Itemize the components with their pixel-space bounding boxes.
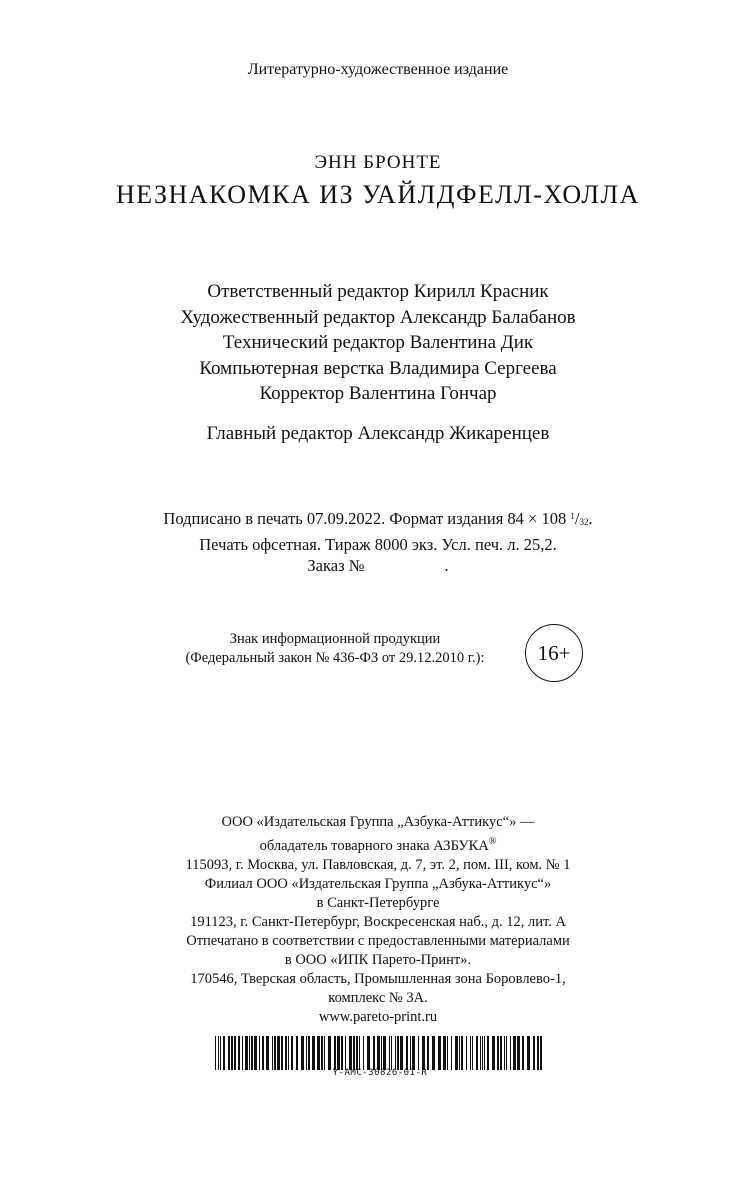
barcode-bar <box>291 1036 293 1070</box>
barcode-bar <box>377 1036 380 1070</box>
barcode-bar <box>470 1036 471 1070</box>
barcode-bar <box>533 1036 535 1070</box>
print-format: Подписано в печать 07.09.2022. Формат издания 84 × 108 <box>163 509 567 528</box>
barcode-bar <box>418 1036 419 1070</box>
publisher-line: ООО «Издательская Группа „Азбука-Аттикус“» — <box>221 814 535 830</box>
format-end: . <box>588 509 593 528</box>
publisher-line: комплекс № 3А. <box>328 990 428 1006</box>
credit-line: Художественный редактор Александр Балабанов <box>180 306 576 328</box>
barcode-bar <box>272 1036 273 1070</box>
barcode-bar <box>301 1036 304 1070</box>
barcode-bar <box>215 1036 216 1070</box>
barcode-bar <box>359 1036 360 1070</box>
barcode-bar <box>317 1036 320 1070</box>
barcode-bar <box>373 1036 375 1070</box>
age-rating-block <box>0 624 756 684</box>
credit-line: Компьютерная верстка Владимира Сергеева <box>199 357 557 379</box>
barcode-bar <box>461 1036 463 1070</box>
barcode-bar <box>218 1036 219 1070</box>
barcode-bar <box>296 1036 298 1070</box>
order-label: Заказ № <box>307 556 365 575</box>
age-rating-text <box>160 630 510 668</box>
age-text-line-2: (Федеральный закон № 436-ФЗ от 29.12.2010 г.): <box>185 650 485 666</box>
barcode-bar <box>482 1036 483 1070</box>
barcode-bar <box>353 1036 355 1070</box>
barcode-bar <box>513 1036 516 1070</box>
trademark-text: обладатель товарного знака АЗБУКА <box>259 838 489 854</box>
barcode-bar <box>522 1036 524 1070</box>
barcode-bar <box>500 1036 502 1070</box>
barcode-bar <box>249 1036 250 1070</box>
barcode-bar <box>288 1036 289 1070</box>
barcode-bar <box>242 1036 243 1070</box>
credit-line: Технический редактор Валентина Дик <box>222 332 534 353</box>
barcode-bar <box>472 1036 473 1070</box>
barcode-bar <box>400 1036 403 1070</box>
genre-label: Литературно-художественное издание <box>247 61 509 78</box>
barcode-bar <box>480 1036 481 1070</box>
barcode-bar <box>228 1036 230 1070</box>
publisher-website: www.pareto-print.ru <box>318 1009 438 1025</box>
barcode-bar <box>383 1036 386 1070</box>
barcode-bar <box>517 1036 520 1070</box>
age-rating-badge: 16+ <box>525 624 583 682</box>
barcode-bar <box>231 1036 233 1070</box>
print-info <box>0 506 756 577</box>
publisher-line: Филиал ООО «Издательская Группа „Азбука-Аттикус“» <box>204 876 552 892</box>
barcode-bar <box>510 1036 511 1070</box>
barcode <box>215 1036 545 1084</box>
barcode-bar <box>540 1036 542 1070</box>
barcode-bar <box>337 1036 340 1070</box>
barcode-bar <box>397 1036 399 1070</box>
barcode-bar <box>262 1036 264 1070</box>
barcode-bar <box>367 1036 370 1070</box>
barcode-bar <box>455 1036 458 1070</box>
credit-line: Корректор Валентина Гончар <box>259 383 497 404</box>
barcode-bar <box>492 1036 495 1070</box>
barcode-bar <box>395 1036 396 1070</box>
format-denominator: 32 <box>579 517 589 527</box>
barcode-bar <box>341 1036 343 1070</box>
order-line <box>0 555 756 577</box>
barcode-number: Y-AMC-30826-01-R <box>332 1068 428 1078</box>
barcode-bars <box>215 1036 545 1070</box>
barcode-bar <box>363 1036 364 1070</box>
barcode-bar <box>245 1036 248 1070</box>
book-title: НЕЗНАКОМКА ИЗ УАЙЛДФЕЛЛ-ХОЛЛА <box>116 180 640 209</box>
barcode-bar <box>223 1036 225 1070</box>
barcode-bar <box>306 1036 307 1070</box>
barcode-bar <box>504 1036 505 1070</box>
barcode-bar <box>432 1036 435 1070</box>
barcode-bar <box>537 1036 539 1070</box>
barcode-bar <box>406 1036 408 1070</box>
barcode-bar <box>259 1036 260 1070</box>
barcode-bar <box>277 1036 280 1070</box>
barcode-bar <box>391 1036 392 1070</box>
barcode-bar <box>328 1036 331 1070</box>
barcode-bar <box>427 1036 429 1070</box>
chief-editor: Главный редактор Александр Жикаренцев <box>206 423 550 444</box>
format-numerator: 1 <box>570 511 575 521</box>
barcode-bar <box>487 1036 489 1070</box>
barcode-bar <box>506 1036 507 1070</box>
barcode-bar <box>381 1036 382 1070</box>
publisher-line: 170546, Тверская область, Промышленная зона Боровлево-1, <box>190 971 566 987</box>
barcode-bar <box>281 1036 283 1070</box>
barcode-bar <box>410 1036 411 1070</box>
barcode-bar <box>254 1036 257 1070</box>
publisher-info <box>0 813 756 1027</box>
barcode-bar <box>476 1036 478 1070</box>
publisher-line: в Санкт-Петербурге <box>316 895 440 911</box>
barcode-bar <box>324 1036 325 1070</box>
publisher-line: 115093, г. Москва, ул. Павловская, д. 7, эт. 2, пом. III, ком. № 1 <box>185 857 571 873</box>
barcode-bar <box>459 1036 460 1070</box>
barcode-bar <box>389 1036 390 1070</box>
barcode-bar <box>334 1036 336 1070</box>
barcode-bar <box>466 1036 467 1070</box>
barcode-bar <box>238 1036 240 1070</box>
age-text-line-1: Знак информационной продукции <box>229 631 441 647</box>
barcode-bar <box>234 1036 236 1070</box>
barcode-bar <box>447 1036 448 1070</box>
barcode-bar <box>412 1036 415 1070</box>
barcode-bar <box>443 1036 446 1070</box>
barcode-bar <box>451 1036 452 1070</box>
barcode-bar <box>220 1036 221 1070</box>
barcode-bar <box>484 1036 485 1070</box>
registered-mark: ® <box>488 836 497 847</box>
barcode-bar <box>438 1036 441 1070</box>
barcode-bar <box>266 1036 269 1070</box>
author-name: ЭНН БРОНТЕ <box>314 152 442 173</box>
print-line-2: Печать офсетная. Тираж 8000 экз. Усл. печ. л. 25,2. <box>199 534 557 554</box>
barcode-bar <box>527 1036 530 1070</box>
credits-list <box>0 279 756 407</box>
barcode-bar <box>285 1036 287 1070</box>
barcode-bar <box>349 1036 352 1070</box>
barcode-bar <box>312 1036 315 1070</box>
barcode-bar <box>356 1036 358 1070</box>
barcode-bar <box>422 1036 425 1070</box>
barcode-bar <box>251 1036 253 1070</box>
barcode-bar <box>321 1036 323 1070</box>
print-line-1 <box>0 506 756 534</box>
publisher-line: 191123, г. Санкт-Петербург, Воскресенская наб., д. 12, лит. А <box>190 914 566 930</box>
publisher-line: в ООО «ИПК Парето-Принт». <box>284 952 472 968</box>
order-end: . <box>444 556 449 575</box>
barcode-bar <box>497 1036 499 1070</box>
barcode-bar <box>308 1036 310 1070</box>
format-slash: / <box>574 509 580 528</box>
credit-line: Ответственный редактор Кирилл Красник <box>207 281 549 302</box>
barcode-bar <box>274 1036 276 1070</box>
barcode-bar <box>345 1036 346 1070</box>
publisher-line: Отпечатано в соответствии с предоставленными материалами <box>186 933 570 949</box>
publisher-line <box>0 832 756 856</box>
